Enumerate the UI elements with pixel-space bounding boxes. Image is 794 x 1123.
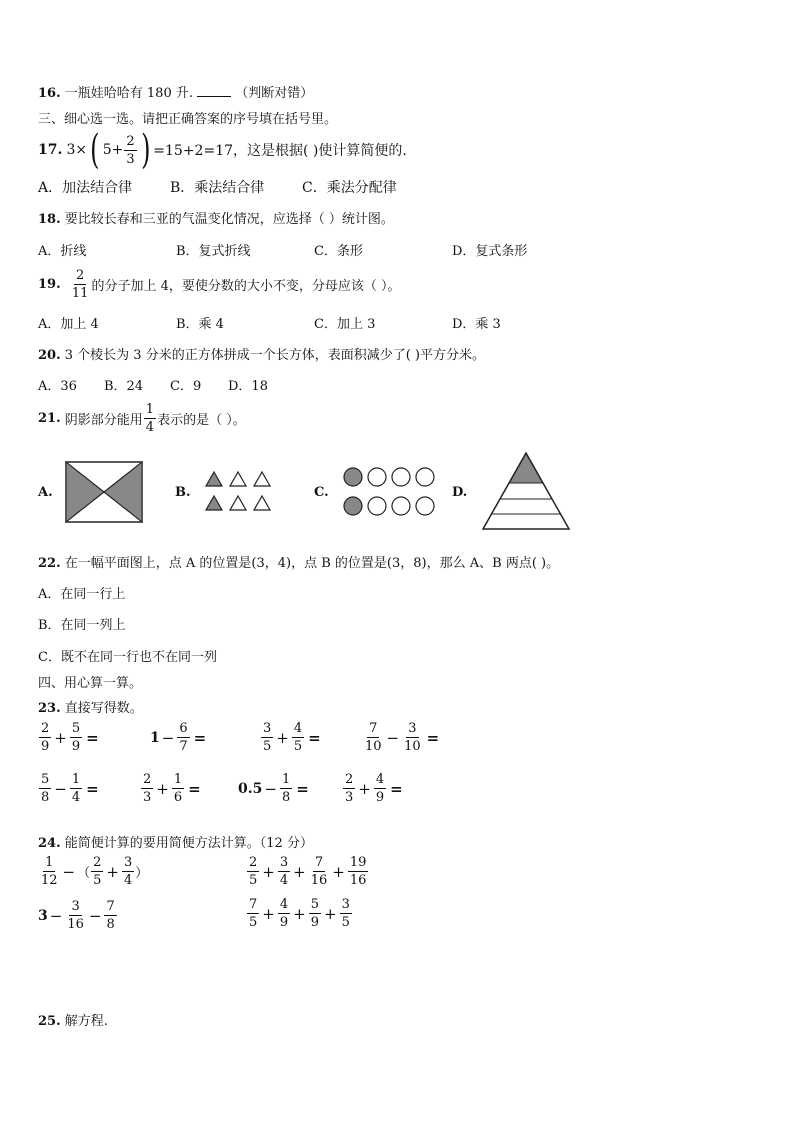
q23-item-1: $\frac{2}{9}$ + $\frac{5}{9}$ = [41,721,99,754]
q17-option-a[interactable]: A．加法结合律 [38,180,133,196]
q19-option-b[interactable]: B．乘 4 [176,317,224,332]
q18-option-a[interactable]: A．折线 [38,244,87,259]
figure-c-circles[interactable] [340,464,440,520]
q18-option-b[interactable]: B．复式折线 [176,244,251,259]
question-23: 23. 直接写得数。 [38,701,143,716]
q23-item-5: $\frac{5}{8}$ − $\frac{1}{4}$ = [41,772,99,805]
fraction: $\frac{2}{11}$ [71,267,89,301]
question-21: 21. 阴影部分能用 $\frac{1}{4}$ 表示的是（ ）。 [38,401,246,435]
q21-option-d-label[interactable]: D. [452,485,468,500]
q23-item-8: $\frac{2}{3}$ + $\frac{4}{9}$ = [345,772,403,805]
q23-item-6: $\frac{2}{3}$ + $\frac{1}{6}$ = [143,772,201,805]
question-20: 20. 3 个棱长为 3 分米的正方体拼成一个长方体，表面积减少了( )平方分米。 [38,348,485,363]
q20-option-d[interactable]: D．18 [228,379,268,394]
q24-expression-3: 3 − $\frac{3}{16}$ − $\frac{7}{8}$ [38,899,115,932]
question-18: 18. 要比较长春和三亚的气温变化情况，应选择（ ）统计图。 [38,212,394,227]
question-19: 19. $\frac{2}{11}$ 的分子加上 4，要使分数的大小不变，分母应该（ ）。 [38,267,401,301]
figure-b-triangles[interactable] [202,468,274,516]
q23-item-4: $\frac{7}{10}$ − $\frac{3}{10}$ = [365,721,440,754]
q20-option-a[interactable]: A．36 [38,379,77,394]
q20-option-b[interactable]: B．24 [104,379,144,394]
q24-expression-1: $\frac{1}{12}$ − （ $\frac{2}{5}$ + $\frac{3}{4}$ ） [41,855,149,888]
question-16: 16. 一瓶娃哈哈有 180 升. （判断对错） [38,86,314,101]
question-25: 25. 解方程. [38,1014,108,1029]
answer-blank[interactable] [197,84,231,97]
question-24: 24. 能简便计算的要用简便方法计算。（12 分） [38,836,313,851]
q21-option-a-label[interactable]: A. [38,485,53,500]
q24-expression-4: $\frac{7}{5}$ + $\frac{4}{9}$ + $\frac{5}{9}$ + $\frac{3}{5}$ [249,897,350,930]
q21-option-c-label[interactable]: C. [314,485,329,500]
q22-option-c[interactable]: C．既不在同一行也不在同一列 [38,650,217,665]
q22-option-b[interactable]: B．在同一列上 [38,618,126,633]
figure-d-triangle[interactable] [480,450,572,532]
q17-option-c[interactable]: C．乘法分配律 [302,180,397,196]
q23-item-3: $\frac{3}{5}$ + $\frac{4}{5}$ = [263,721,321,754]
q19-option-d[interactable]: D．乘 3 [452,317,501,332]
q19-option-c[interactable]: C．加上 3 [314,317,376,332]
q24-expression-2: $\frac{2}{5}$ + $\frac{3}{4}$ + $\frac{7}{16}$ + $\frac{19}{16}$ [249,855,367,888]
question-17: 17. 3× ( 5+ $\frac{2}{3}$ ) =15+2=17，这是根据( )使计算简便的. [38,127,407,173]
q23-item-2: 1 − $\frac{6}{7}$ = [150,721,207,754]
q20-option-c[interactable]: C．9 [170,379,202,394]
fraction: $\frac{2}{3}$ [126,133,135,167]
question-22: 22. 在一幅平面图上，点 A 的位置是(3，4)，点 B 的位置是(3，8)，那么 A、B 两点( )。 [38,556,560,571]
q18-option-d[interactable]: D．复式条形 [452,244,528,259]
fraction: $\frac{1}{4}$ [145,401,155,435]
figure-a-rectangle[interactable] [64,460,144,524]
q17-option-b[interactable]: B．乘法结合律 [170,180,265,196]
q23-item-7: 0.5 − $\frac{1}{8}$ = [238,772,309,805]
q21-option-b-label[interactable]: B. [175,485,191,500]
q18-option-c[interactable]: C．条形 [314,244,363,259]
q19-option-a[interactable]: A．加上 4 [38,317,99,332]
section-4-title: 四、用心算一算。 [38,676,143,691]
section-3-title: 三、细心选一选。请把正确答案的序号填在括号里。 [38,112,338,127]
q22-option-a[interactable]: A．在同一行上 [38,587,126,602]
